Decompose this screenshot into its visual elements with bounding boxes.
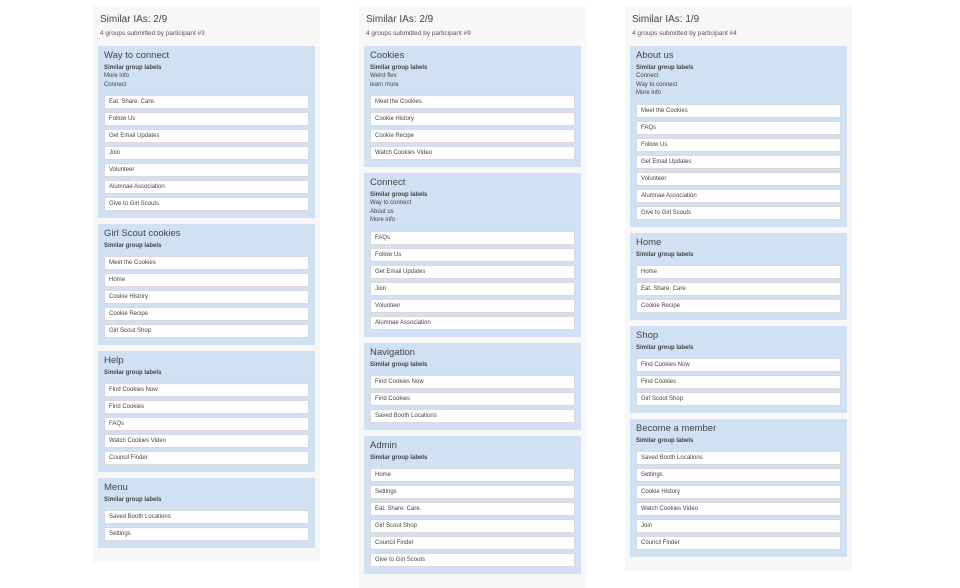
group-title: Connect <box>370 177 406 188</box>
card-item[interactable]: Follow Us <box>104 112 309 126</box>
column-subtitle: 4 groups submitted by participant #9 <box>366 30 471 37</box>
card-item[interactable]: Cookie History <box>370 112 575 126</box>
group-title: Help <box>104 355 124 366</box>
group-title: Admin <box>370 439 397 451</box>
card-item[interactable]: Meet the Cookies <box>104 256 309 270</box>
group-title: Girl Scout cookies <box>104 228 181 239</box>
category-group <box>630 326 847 413</box>
card-list <box>104 95 309 211</box>
card-item[interactable]: Saved Booth Locations <box>636 451 841 465</box>
card-item[interactable]: Cookie Recipe <box>104 307 309 321</box>
group-title: Home <box>636 236 662 248</box>
card-item[interactable]: Volunteer <box>636 172 841 186</box>
card-item[interactable]: Council Finder <box>370 536 575 550</box>
similar-labels-heading: Similar group labels <box>370 65 428 71</box>
similar-labels-heading: Similar group labels <box>636 344 694 351</box>
card-item[interactable]: Join <box>636 519 841 533</box>
card-item[interactable]: Find Cookies Now <box>636 358 841 372</box>
category-group <box>630 419 847 557</box>
card-item[interactable]: Alumnae Association <box>636 189 841 203</box>
similar-labels-heading: Similar group labels <box>104 370 162 376</box>
similar-label: More info <box>104 73 130 79</box>
card-item[interactable]: Eat. Share. Care. <box>370 502 575 516</box>
ia-column <box>625 6 852 571</box>
card-item[interactable]: Settings <box>104 527 309 541</box>
card-list <box>636 265 841 313</box>
card-item[interactable]: Cookie History <box>104 290 309 304</box>
card-item[interactable]: Find Cookies Now <box>370 375 575 389</box>
similar-label: More info <box>636 90 662 96</box>
similar-labels-heading: Similar group labels <box>104 243 162 249</box>
card-list <box>104 383 309 465</box>
card-list <box>370 375 575 423</box>
group-list <box>630 46 847 557</box>
category-group <box>98 478 315 548</box>
card-list <box>370 231 575 330</box>
similar-labels-heading: Similar group labels <box>104 65 162 71</box>
category-group <box>364 173 581 337</box>
ia-column <box>359 6 586 588</box>
group-title: Way to connect <box>104 50 170 61</box>
card-item[interactable]: Meet the Cookies <box>636 104 841 118</box>
card-list <box>636 104 841 220</box>
card-list <box>636 451 841 550</box>
column-title: Similar IAs: 2/9 <box>100 14 168 25</box>
card-item[interactable]: Council Finder <box>636 536 841 550</box>
card-item[interactable]: Get Email Updates <box>636 155 841 169</box>
card-item[interactable]: Saved Booth Locations <box>370 409 575 423</box>
card-item[interactable]: Join <box>104 146 309 160</box>
card-item[interactable]: Alumnae Association <box>104 180 309 194</box>
card-item[interactable]: Girl Scout Shop <box>370 519 575 533</box>
card-item[interactable]: Home <box>370 468 575 482</box>
card-item[interactable]: Settings <box>636 468 841 482</box>
card-item[interactable]: Saved Booth Locations <box>104 510 309 524</box>
category-group <box>98 224 315 345</box>
similar-labels-heading: Similar group labels <box>104 497 162 503</box>
card-list <box>370 468 575 567</box>
group-title: Shop <box>636 329 659 341</box>
card-item[interactable]: Volunteer <box>370 299 575 313</box>
column-title: Similar IAs: 1/9 <box>632 14 700 25</box>
card-item[interactable]: FAQs <box>104 417 309 431</box>
card-item[interactable]: Join <box>370 282 575 296</box>
card-item[interactable]: Council Finder <box>104 451 309 465</box>
card-item[interactable]: Home <box>636 265 841 279</box>
card-list <box>104 256 309 338</box>
similar-label: learn more <box>370 81 399 88</box>
card-item[interactable]: Cookie Recipe <box>370 129 575 143</box>
similar-label: Connect <box>104 81 127 88</box>
similar-labels-heading: Similar group labels <box>636 437 694 444</box>
category-group <box>364 436 581 574</box>
similar-label: Connect <box>636 73 659 79</box>
card-item[interactable]: Watch Cookies Video <box>370 146 575 160</box>
card-item[interactable]: Cookie Recipe <box>636 299 841 313</box>
card-item[interactable]: Eat. Share. Care. <box>636 282 841 296</box>
category-group <box>630 46 847 227</box>
group-title: Menu <box>104 482 128 493</box>
card-item[interactable]: Cookie History <box>636 485 841 499</box>
group-title: About us <box>636 50 674 61</box>
similar-label: About us <box>370 208 394 215</box>
similar-labels-heading: Similar group labels <box>636 65 694 71</box>
card-item[interactable]: Find Cookies <box>104 400 309 414</box>
card-item[interactable]: FAQs <box>636 121 841 135</box>
card-item[interactable]: Home <box>104 273 309 287</box>
category-group <box>98 46 315 218</box>
card-item[interactable]: Volunteer <box>104 163 309 177</box>
group-list <box>364 46 581 574</box>
category-group <box>364 46 581 167</box>
card-item[interactable]: Find Cookies <box>370 392 575 406</box>
card-item[interactable]: Meet the Cookies <box>370 95 575 109</box>
similar-label: Way to connect <box>636 81 678 88</box>
similar-labels-heading: Similar group labels <box>370 192 428 198</box>
card-item[interactable]: Girl Scout Shop <box>104 324 309 338</box>
similar-label: Weird flex <box>370 73 397 79</box>
card-item[interactable]: Get Email Updates <box>370 265 575 279</box>
similar-labels-heading: Similar group labels <box>636 251 694 258</box>
card-list <box>370 95 575 160</box>
card-item[interactable]: Watch Cookies Video <box>104 434 309 448</box>
card-item[interactable]: Find Cookies <box>636 375 841 389</box>
card-item[interactable]: FAQs <box>370 231 575 245</box>
similar-label: Way to connect <box>370 200 412 206</box>
group-title: Navigation <box>370 346 415 358</box>
card-list <box>104 510 309 541</box>
card-item[interactable]: Get Email Updates <box>104 129 309 143</box>
card-item[interactable]: Follow Us <box>370 248 575 262</box>
group-list <box>98 46 315 548</box>
ia-column <box>93 6 320 562</box>
card-item[interactable]: Give to Girl Scouts <box>104 197 309 211</box>
card-item[interactable]: Eat. Share. Care. <box>104 95 309 109</box>
column-title: Similar IAs: 2/9 <box>366 14 434 25</box>
category-group <box>364 343 581 430</box>
card-item[interactable]: Alumnae Association <box>370 316 575 330</box>
card-item[interactable]: Watch Cookies Video <box>636 502 841 516</box>
similar-labels-heading: Similar group labels <box>370 361 428 368</box>
card-item[interactable]: Girl Scout Shop <box>636 392 841 406</box>
category-group <box>630 233 847 320</box>
similar-labels-heading: Similar group labels <box>370 454 428 461</box>
column-subtitle: 4 groups submitted by participant #4 <box>632 30 737 37</box>
card-item[interactable]: Find Cookies Now <box>104 383 309 397</box>
card-item[interactable]: Follow Us <box>636 138 841 152</box>
card-item[interactable]: Settings <box>370 485 575 499</box>
group-title: Become a member <box>636 422 717 434</box>
group-title: Cookies <box>370 50 405 61</box>
column-subtitle: 4 groups submitted by participant #3 <box>100 30 205 37</box>
card-item[interactable]: Give to Girl Scouts <box>370 553 575 567</box>
card-item[interactable]: Give to Girl Scouts <box>636 206 841 220</box>
card-list <box>636 358 841 406</box>
category-group <box>98 351 315 472</box>
similar-label: More info <box>370 217 396 223</box>
